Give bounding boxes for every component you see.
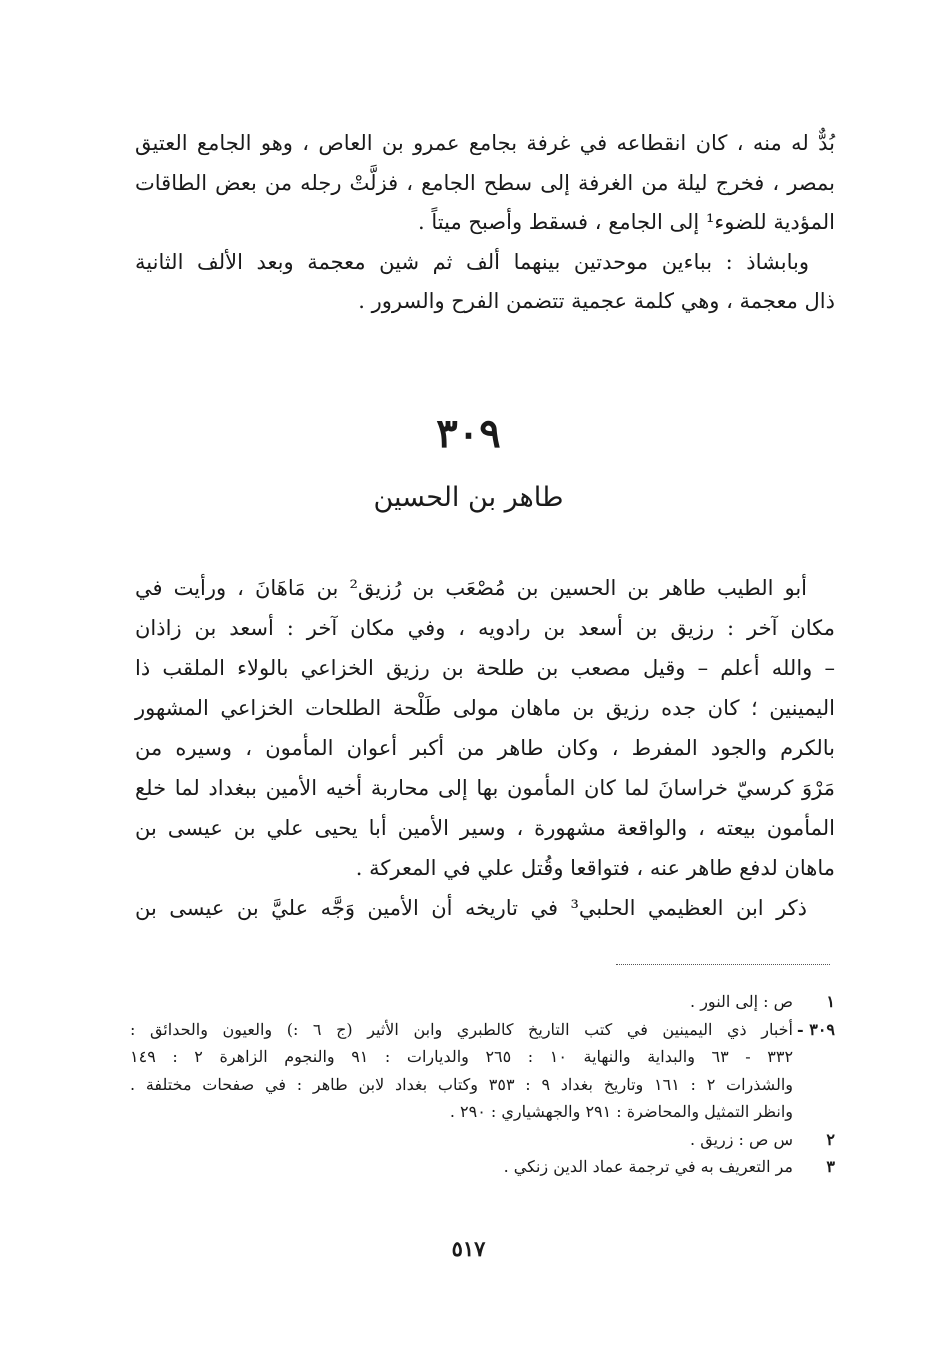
text-line: مكان آخر : رزيق بن أسعد بن رادويه ، وفي مكان آخر : أسعد بن زاذان (135, 616, 835, 640)
footnote-number (793, 1043, 835, 1071)
footnote-number: ٢ (826, 1129, 835, 1149)
footnote-text: ص : إلى النور . (690, 992, 793, 1011)
text-line: وبابشاذ : بباءين موحدتين بينهما ألف ثم شين معجمة وبعد الألف الثانية (135, 249, 809, 274)
text-line: بُدٌّ له منه ، كان انقطاعه في غرفة بجامع عمرو بن العاص ، وهو الجامع العتيق (135, 131, 835, 155)
footnote-number: ١ (826, 992, 835, 1011)
text-line: ماهان لدفع طاهر عنه ، فتواقعا وقُتل علي في المعركة . (355, 856, 835, 880)
text-line: – والله أعلم – وقيل مصعب بن طلحة بن رزيق الخزاعي بالولاء الملقب ذا (135, 656, 835, 680)
footnote-continuation (130, 1043, 835, 1071)
footnote-continuation (130, 1071, 835, 1099)
text-line: مَرْوَ كرسيّ خراسانَ لما كان المأمون بها إلى محاربة أخيه الأمين ببغداد لما خلع (135, 776, 835, 800)
text-line: ذال معجمة ، وهي كلمة عجمية تتضمن الفرح والسرور . (358, 289, 835, 313)
text-line: اليمينين ؛ كان جده رزيق بن ماهان مولى طَلْحة الطلحات الخزاعي المشهور (135, 696, 835, 720)
footnote-separator (616, 964, 830, 965)
footnote-text: أخبار ذي اليمينين في كتب التاريخ كالطبري وابن الأثير (ج ٦ :) والعيون والحدائق : (130, 1019, 793, 1039)
entry-title: طاهر بن الحسين (373, 482, 564, 513)
text-line: المأمون بيعته ، والواقعة مشهورة ، وسير الأمين أبا يحيى علي بن عيسى بن (135, 816, 835, 840)
footnote-text: وانظر التمثيل والمحاضرة : ٢٩١ والجهشياري : ٢٩٠ . (449, 1102, 793, 1121)
text-line: أبو الطيب طاهر بن الحسين بن مُصْعَب بن رُزيق² بن مَاهَانَ ، ورأيت في (135, 576, 808, 600)
footnote (130, 1016, 835, 1044)
biography-paragraph (135, 568, 835, 928)
footnote (130, 1126, 835, 1154)
footnote (130, 988, 835, 1016)
footnotes (130, 988, 835, 1181)
entry-number: ٣٠٩ (436, 410, 501, 457)
footnote-text: مر التعريف به في ترجمة عماد الدين زنكي . (503, 1157, 793, 1176)
footnote-number: ٣ (826, 1157, 835, 1176)
footnote-text: س ص : زريق . (690, 1129, 793, 1149)
footnote-text: والشذرات ٢ : ١٦١ وتاريخ بغداد ٩ : ٣٥٣ وكتاب بغداد لابن طاهر : في صفحات مختلفة . (130, 1074, 794, 1094)
footnote-number (793, 1098, 835, 1126)
text-line: بمصر ، فخرج ليلة من الغرفة إلى سطح الجامع ، فزلَّتْ رجله من بعض الطاقات (135, 170, 835, 195)
footnote (130, 1153, 835, 1181)
footnote-number (793, 1071, 835, 1099)
footnote-text: ٣٣٢ - ٦٣ والبداية والنهاية ١٠ : ٢٦٥ والديارات : ٩١ والنجوم الزاهرة ٢ : ١٤٩ (130, 1047, 794, 1066)
intro-paragraph (135, 124, 835, 322)
text-line: بالكرم والجود المفرط ، وكان طاهر من أكبر أعوان المأمون ، وسيره من (135, 736, 835, 760)
text-line: ذكر ابن العظيمي الحلبي³ في تاريخه أن الأمين وَجَّه عليَّ بن عيسى بن (135, 896, 808, 920)
footnote-continuation (130, 1098, 835, 1126)
text-line: المؤدية للضوء¹ إلى الجامع ، فسقط وأصبح ميتاً . (418, 210, 835, 234)
footnote-number: ٣٠٩ - (797, 1019, 835, 1039)
page-number: ٥١٧ (451, 1236, 486, 1261)
